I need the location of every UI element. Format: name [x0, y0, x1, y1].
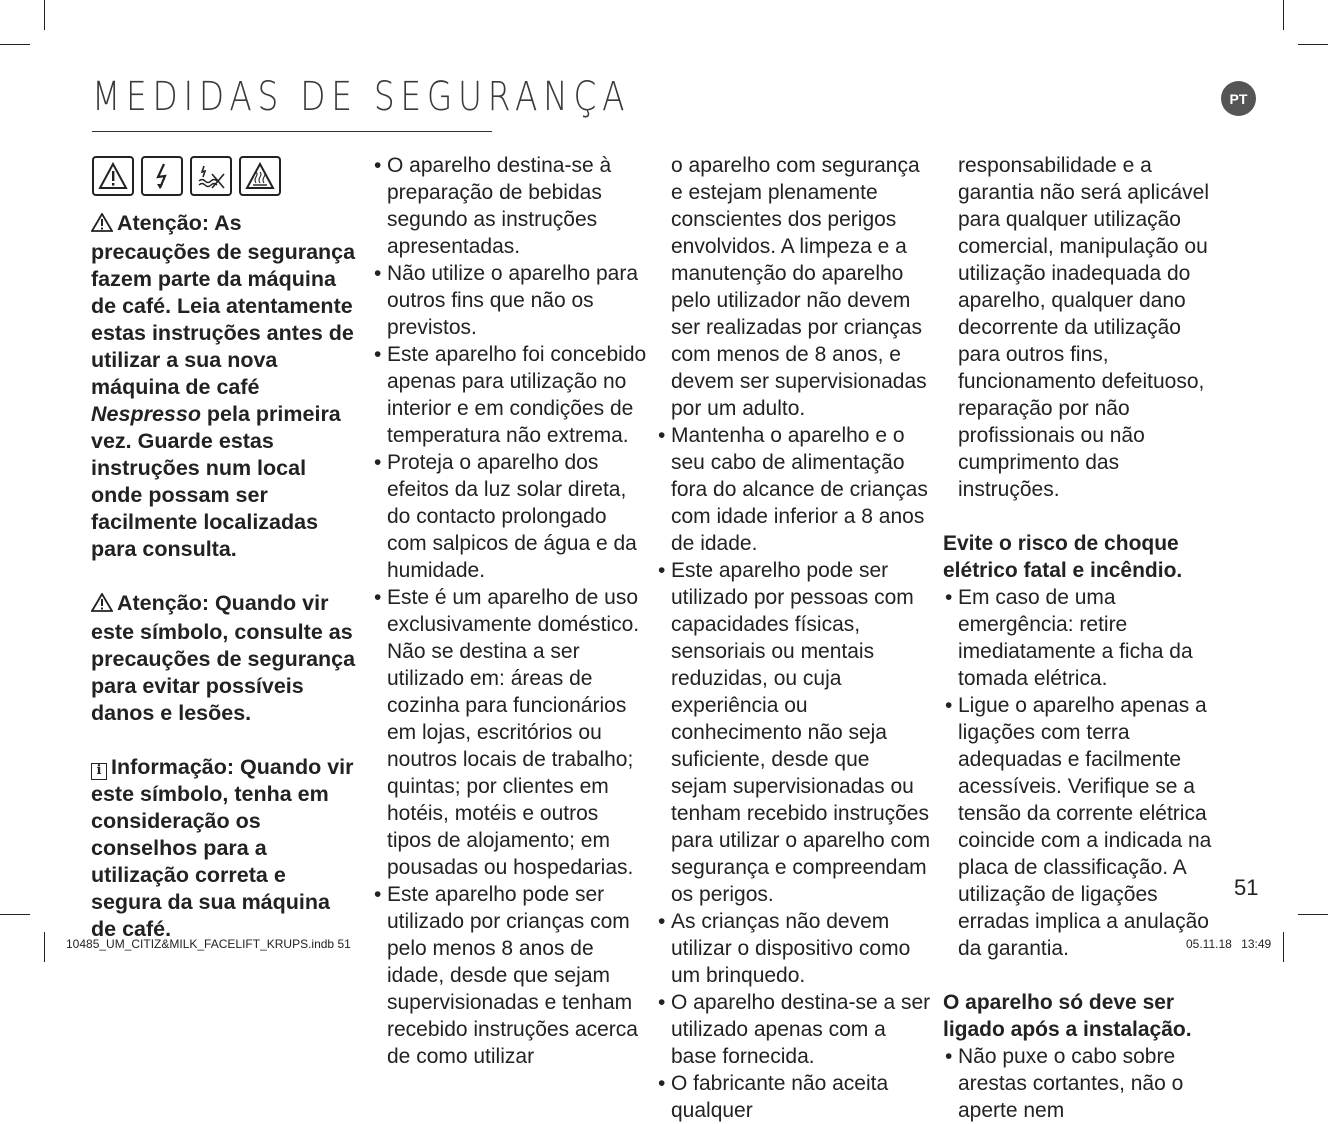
- warning-triangle-icon: [91, 212, 113, 239]
- crop-mark: [0, 914, 30, 915]
- list-item: • Não utilize o aparelho para outros fins que não os previstos.: [372, 260, 647, 341]
- list-item: • O aparelho destina-se à preparação de bebidas segundo as instruções apresentadas.: [372, 152, 647, 260]
- section-heading-electric-shock: Evite o risco de choque elétrico fatal e incêndio.: [943, 532, 1183, 582]
- electric-shock-icon: [141, 156, 183, 196]
- precautions-text-tail: pela primeira vez. Guarde estas instruções num local onde possam ser facilmente localizadas para consulta.: [91, 402, 341, 561]
- precautions-notice: [91, 210, 361, 563]
- list-item: • Este é um aparelho de uso exclusivamente doméstico. Não se destina a ser utilizado em: áreas de cozinha para funcionários em lojas, escritórios ou noutros locais de trabalho; quintas; por clientes em hotéis, motéis e outros tipos de alojamento; em pousadas ou hospedarias.: [372, 584, 647, 881]
- list-item: • As crianças não devem utilizar o dispositivo como um brinquedo.: [656, 908, 931, 989]
- info-symbol-notice: [91, 754, 361, 943]
- title-underline: [92, 131, 492, 132]
- crop-mark: [1298, 44, 1328, 45]
- list-item-continuation: responsabilidade e a garantia não será aplicável para qualquer utilização comercial, manipulação ou utilização inadequada do aparelho, qualquer dano decorrente da utilização para outros fins, funcionamento defeituoso, reparação por não profissionais ou não cumprimento das instruções.: [958, 154, 1209, 501]
- list-item: • O aparelho destina-se a ser utilizado apenas com a base fornecida.: [656, 989, 931, 1070]
- warning-symbol-text: Atenção: Quando vir este símbolo, consulte as precauções de segurança para evitar possíveis danos e lesões.: [91, 591, 356, 725]
- instructions-column-2: [372, 152, 647, 1070]
- crop-mark: [44, 0, 45, 30]
- list-item: • Não puxe o cabo sobre arestas cortantes, não o aperte nem: [943, 1043, 1218, 1124]
- page-title: MEDIDAS DE SEGURANÇA: [92, 74, 631, 120]
- safety-symbols: [92, 156, 281, 196]
- crop-mark: [1283, 932, 1284, 962]
- instructions-column-4: [943, 152, 1218, 1124]
- crop-mark: [1283, 0, 1284, 30]
- crop-mark: [1298, 914, 1328, 915]
- warning-symbol-notice: [91, 590, 361, 727]
- list-item: • Ligue o aparelho apenas a ligações com terra adequadas e facilmente acessíveis. Verifique se a tensão da corrente elétrica coincide com a indicada na placa de classificação. A utilização de ligações erradas implica a anulação da garantia.: [943, 692, 1218, 962]
- language-badge: PT: [1221, 81, 1256, 116]
- list-item: • Proteja o aparelho dos efeitos da luz solar direta, do contacto prolongado com salpicos de água e da humidade.: [372, 449, 647, 584]
- footer-datetime: 05.11.18 13:49: [1186, 937, 1272, 951]
- info-symbol-text: Informação: Quando vir este símbolo, tenha em consideração os conselhos para a utilização correta e segura da sua máquina de café.: [91, 755, 354, 941]
- info-icon: i: [91, 763, 107, 780]
- list-item: • Em caso de uma emergência: retire imediatamente a ficha da tomada elétrica.: [943, 584, 1218, 692]
- hot-surface-icon: [239, 156, 281, 196]
- intro-column: [91, 210, 361, 970]
- warning-triangle-icon: [92, 156, 134, 196]
- list-item: • Este aparelho pode ser utilizado por crianças com pelo menos 8 anos de idade, desde que sejam supervisionadas e tenham recebido instruções acerca de como utilizar: [372, 881, 647, 1070]
- list-item: • Este aparelho pode ser utilizado por pessoas com capacidades físicas, sensoriais ou mentais reduzidas, ou cuja experiência ou conhecimento não seja suficiente, desde que sejam supervisionadas ou tenham recebido instruções para utilizar o aparelho com segurança e compreendam os perigos.: [656, 557, 931, 908]
- instructions-column-3: [656, 152, 931, 1124]
- list-item-continuation: o aparelho com segurança e estejam plenamente conscientes dos perigos envolvidos. A limpeza e a manutenção do aparelho pelo utilizador não devem ser realizadas por crianças com menos de 8 anos, e devem ser supervisionadas por um adulto.: [671, 154, 927, 420]
- section-heading-installation: O aparelho só deve ser ligado após a instalação.: [943, 991, 1192, 1041]
- precautions-text: Atenção: As precauções de segurança fazem parte da máquina de café. Leia atentamente estas instruções antes de utilizar a sua nova máquina de café: [91, 211, 356, 399]
- crop-mark: [0, 44, 30, 45]
- footer-filename: 10485_UM_CITIZ&MILK_FACELIFT_KRUPS.indb 51: [66, 937, 351, 951]
- list-item: • Este aparelho foi concebido apenas para utilização no interior e em condições de temperatura não extrema.: [372, 341, 647, 449]
- warning-triangle-icon: [91, 592, 113, 619]
- no-water-immersion-icon: [190, 156, 232, 196]
- list-item: • O fabricante não aceita qualquer: [656, 1070, 931, 1124]
- crop-mark: [44, 932, 45, 962]
- page-number: 51: [1234, 875, 1259, 900]
- brand-name: Nespresso: [91, 402, 201, 426]
- list-item: • Mantenha o aparelho e o seu cabo de alimentação fora do alcance de crianças com idade inferior a 8 anos de idade.: [656, 422, 931, 557]
